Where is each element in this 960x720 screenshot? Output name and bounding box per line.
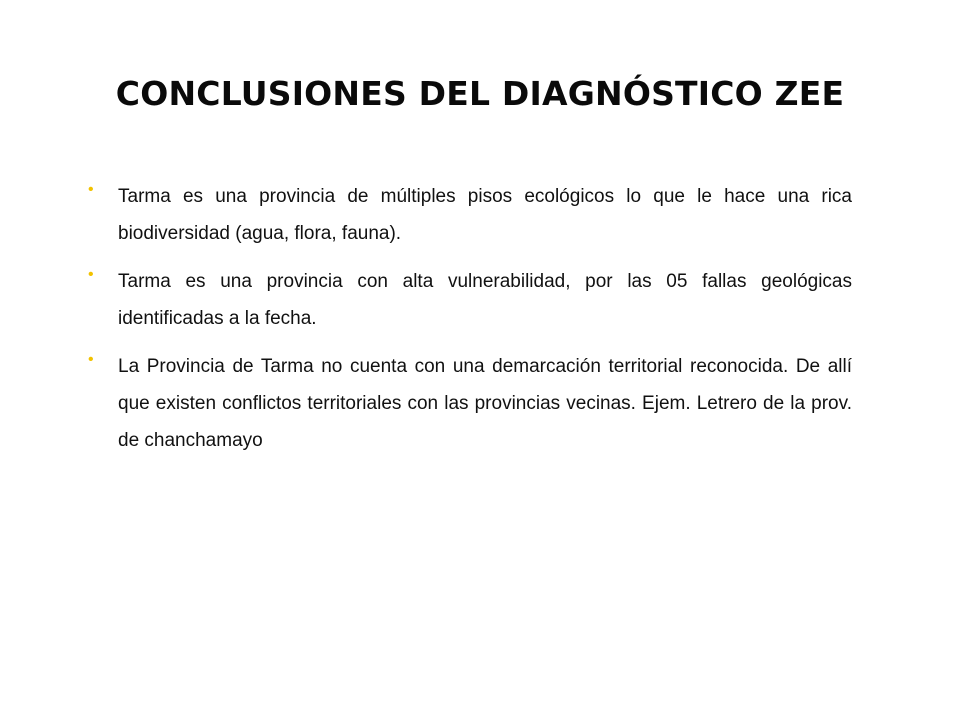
bullet-item	[88, 348, 852, 459]
bullet-dot-icon: •	[88, 266, 94, 283]
bullet-text: Tarma es una provincia de múltiples pisos ecológicos lo que le hace una rica biodiversidad (agua, flora, fauna).	[118, 186, 852, 244]
bullet-list	[88, 178, 852, 470]
bullet-dot-icon: •	[88, 351, 94, 368]
slide-title: CONCLUSIONES DEL DIAGNÓSTICO ZEE	[115, 74, 845, 113]
bullet-text: La Provincia de Tarma no cuenta con una demarcación territorial reconocida. De allí que existen conflictos territoriales con las provincias vecinas. Ejem. Letrero de la prov. de chanchamayo	[118, 356, 852, 451]
bullet-text: Tarma es una provincia con alta vulnerabilidad, por las 05 fallas geológicas identificadas a la fecha.	[118, 271, 852, 329]
bullet-item	[88, 178, 852, 252]
bullet-dot-icon: •	[88, 181, 94, 198]
bullet-item	[88, 263, 852, 337]
